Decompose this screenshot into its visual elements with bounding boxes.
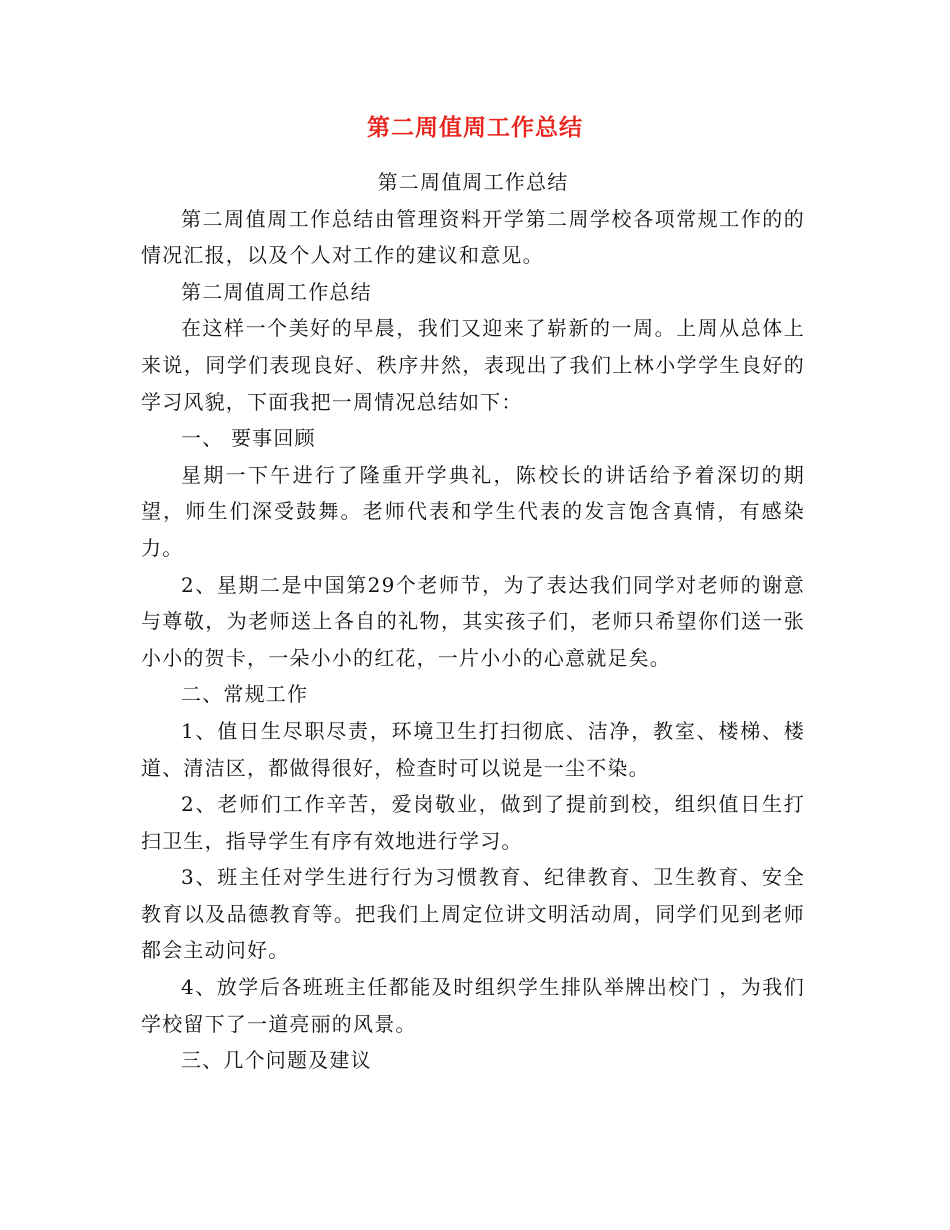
section-heading: 一、 要事回顾: [181, 426, 316, 451]
body-paragraph: 1、值日生尽职尽责，环境卫生打扫彻底、洁净，教室、楼梯、楼道、清洁区，都做得很好，检查时可以说是一尘不染。: [141, 718, 805, 780]
section-heading: 二、常规工作: [181, 682, 309, 707]
body-paragraph: 在这样一个美好的早晨，我们又迎来了崭新的一周。上周从总体上来说，同学们表现良好、秩序井然，表现出了我们上林小学学生良好的学习风貌，下面我把一周情况总结如下：: [141, 316, 805, 414]
body-paragraph: 星期一下午进行了隆重开学典礼，陈校长的讲话给予着深切的期望，师生们深受鼓舞。老师代表和学生代表的发言饱含真情，有感染力。: [141, 462, 805, 560]
body-paragraph: 2、星期二是中国第29个老师节，为了表达我们同学对老师的谢意与尊敬，为老师送上各自的礼物，其实孩子们，老师只希望你们送一张小小的贺卡，一朵小小的红花，一片小小的心意就足矣。: [141, 572, 805, 670]
subtitle-paragraph: 第二周值周工作总结: [377, 170, 569, 194]
document-title: 第二周值周工作总结: [367, 114, 583, 141]
body-paragraph: 4、放学后各班班主任都能及时组织学生排队举牌出校门 ，为我们学校留下了一道亮丽的风景。: [141, 975, 805, 1036]
body-paragraph: 3、班主任对学生进行行为习惯教育、纪律教育、卫生教育、安全教育以及品德教育等。把我们上周定位讲文明活动周，同学们见到老师都会主动问好。: [141, 865, 805, 963]
document-body: [141, 164, 805, 1079]
body-paragraph: 2、老师们工作辛苦，爱岗敬业，做到了提前到校，组织值日生打扫卫生，指导学生有序有效地进行学习。: [141, 792, 805, 853]
section-heading: 三、几个问题及建议: [181, 1048, 372, 1073]
section-heading: 第二周值周工作总结: [181, 279, 372, 304]
intro-paragraph: 第二周值周工作总结由管理资料开学第二周学校各项常规工作的的情况汇报，以及个人对工作的建议和意见。: [141, 206, 805, 268]
